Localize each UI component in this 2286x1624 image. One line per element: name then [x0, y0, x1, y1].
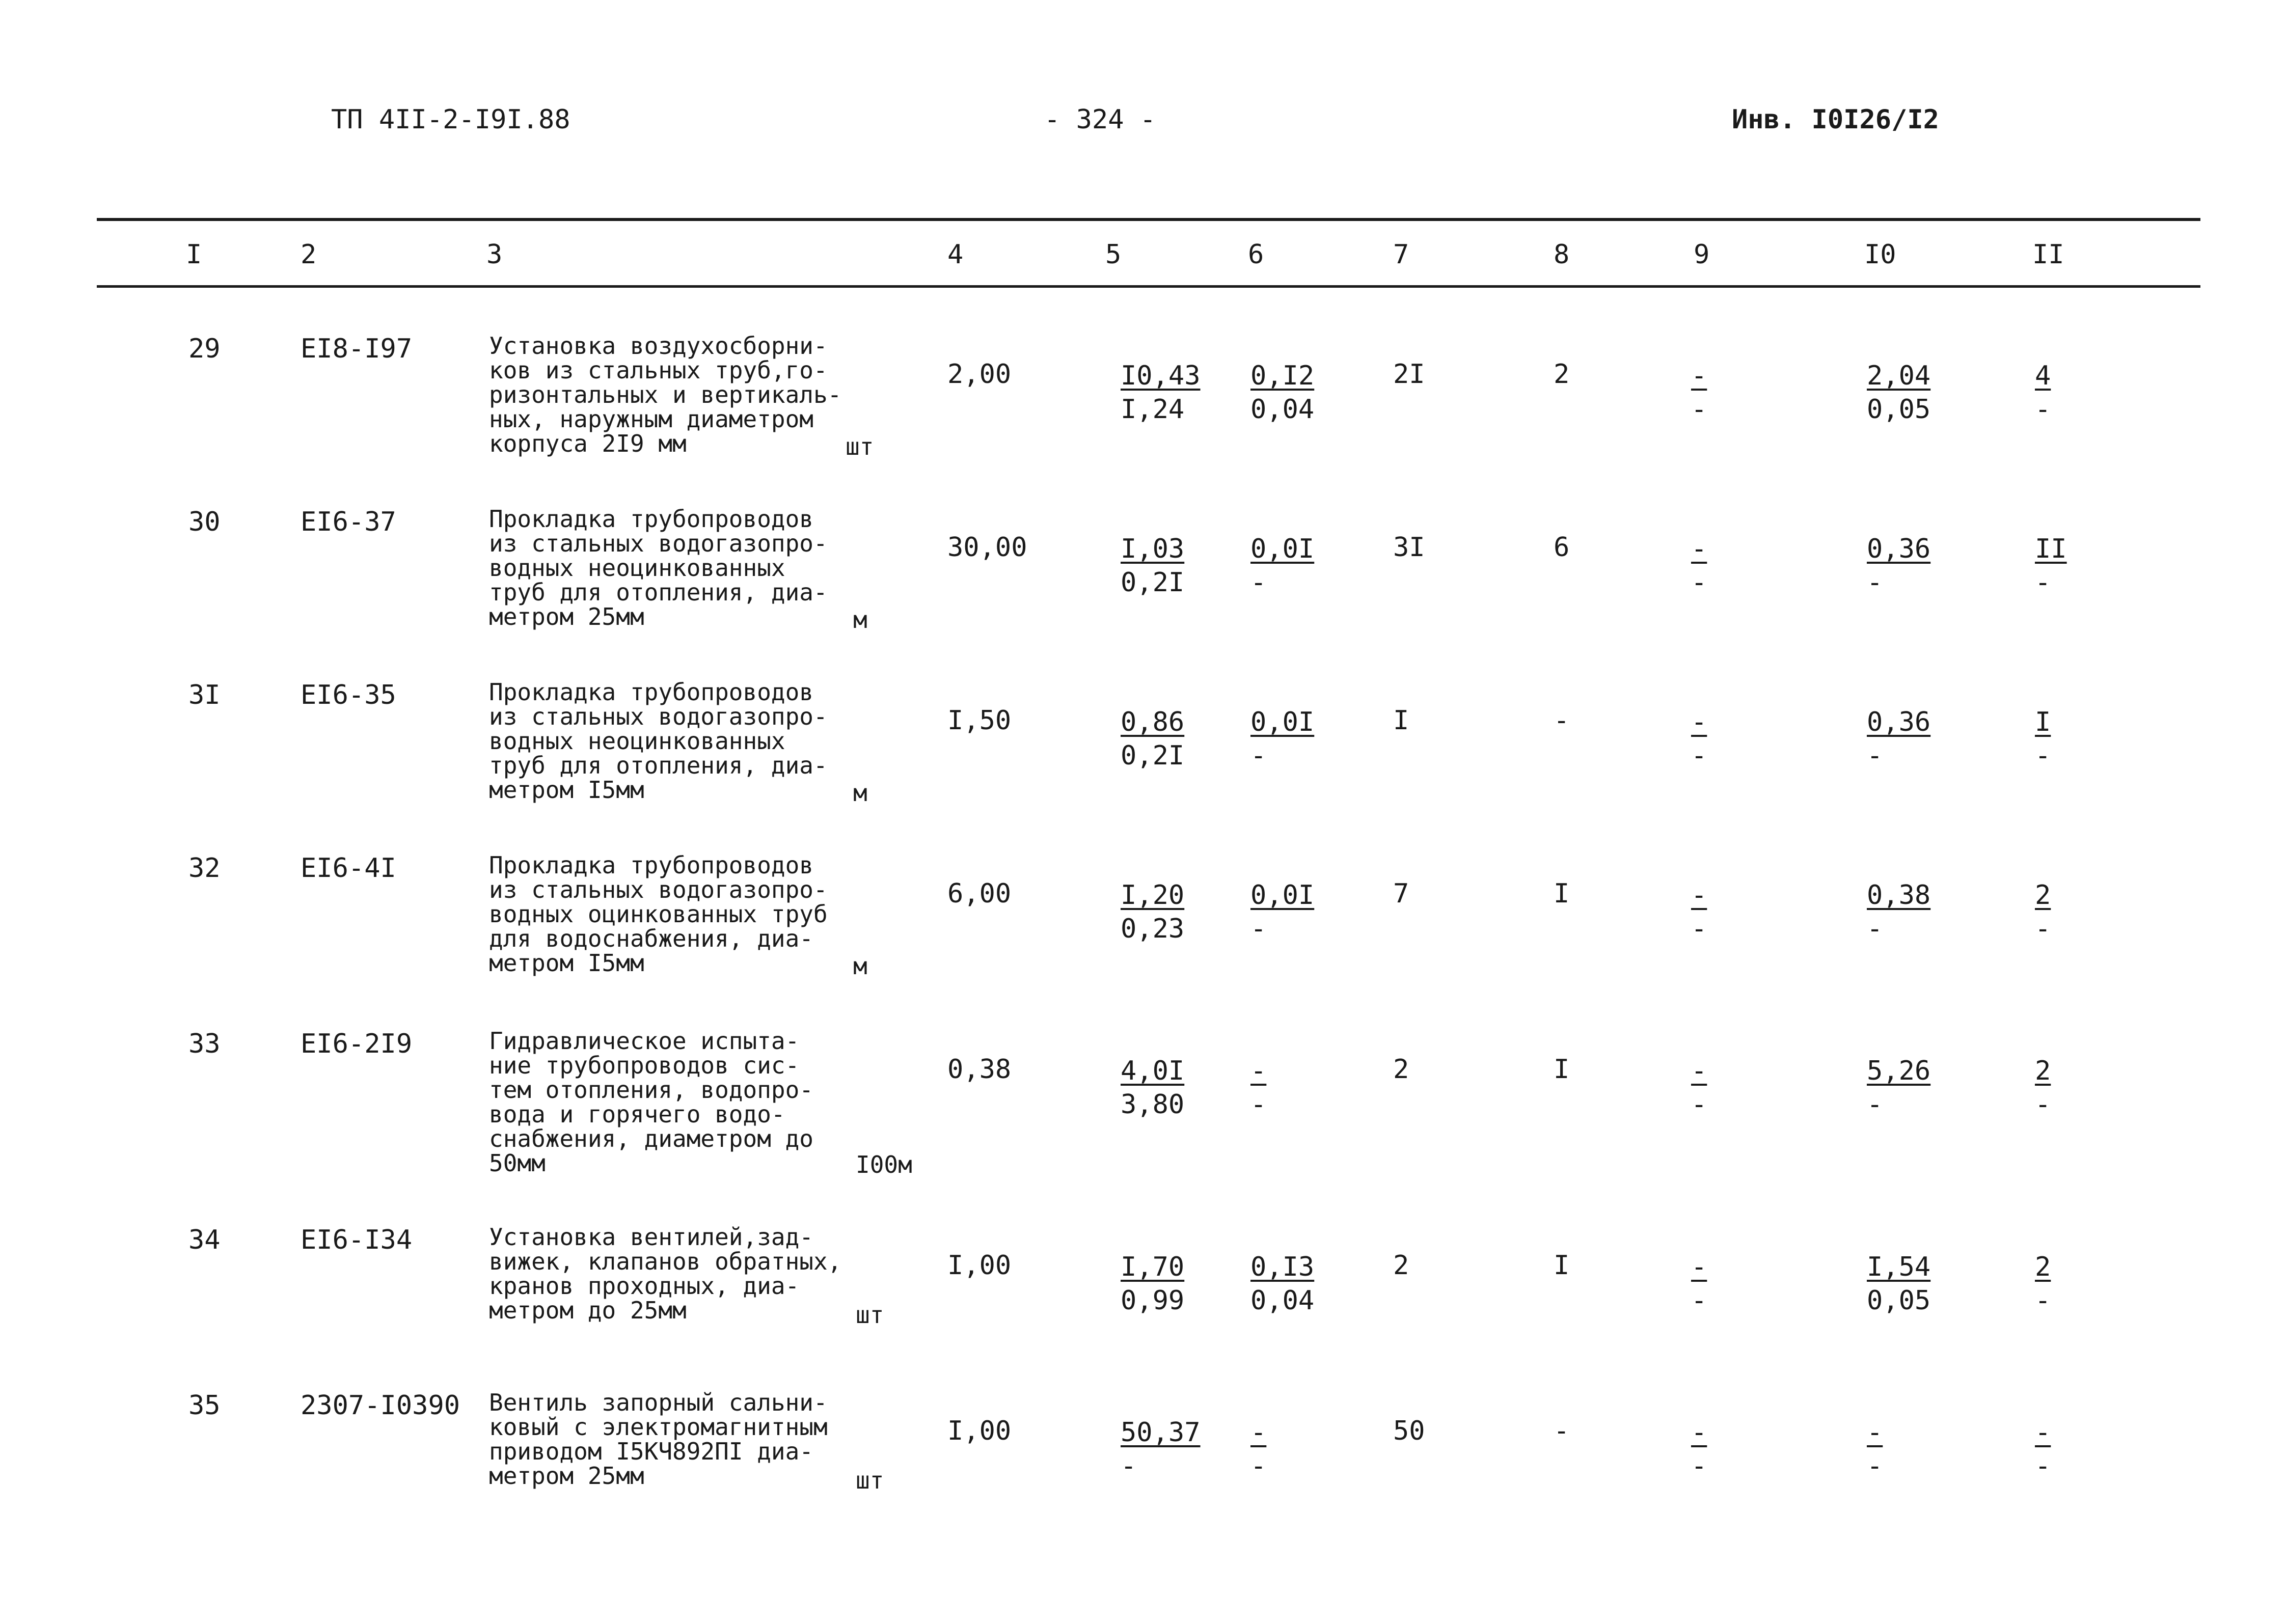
col11-value — [2035, 359, 2055, 426]
col10-top: - — [1867, 1417, 1883, 1448]
col11-top: II — [2035, 534, 2067, 564]
col9-bottom: - — [1691, 1285, 1707, 1316]
table-header-rule — [97, 285, 2200, 288]
col6-top: 0,0I — [1250, 880, 1315, 911]
document-code: ТП 4II-2-I9I.88 — [331, 104, 570, 135]
col6-top: 0,I3 — [1250, 1252, 1315, 1282]
table-row — [0, 853, 2286, 1036]
row-unit: шт — [856, 1467, 884, 1494]
col5-bottom: - — [1121, 1451, 1137, 1481]
row-code: EI8-I97 — [301, 334, 413, 364]
col9-value — [1691, 878, 1711, 946]
col7-value: 2 — [1393, 1250, 1409, 1281]
row-quantity: 0,38 — [947, 1054, 1012, 1085]
col10-top: 0,36 — [1867, 707, 1931, 737]
col10-bottom: - — [1867, 1089, 1883, 1120]
col10-value — [1867, 359, 1930, 426]
col5-top: 50,37 — [1121, 1417, 1201, 1448]
row-number: 32 — [188, 853, 221, 884]
col6-bottom: - — [1250, 914, 1267, 944]
row-unit: м — [853, 606, 867, 634]
col5-top: 4,0I — [1121, 1056, 1185, 1086]
col10-value — [1867, 1054, 1930, 1121]
col7-value: 2I — [1393, 359, 1425, 390]
row-quantity: I,50 — [947, 705, 1012, 736]
col11-bottom: - — [2035, 740, 2051, 771]
col7-value: 3I — [1393, 532, 1425, 563]
column-header: 7 — [1393, 239, 1409, 270]
col6-value — [1250, 878, 1314, 946]
row-description: Гидравлическое испыта- ние трубопроводов сис- тем отопления, водопро- вода и горячего водо- снабжения, диаметром до 50мм — [489, 1027, 813, 1177]
row-description: Прокладка трубопроводов из стальных водогазопро- водных оцинкованных труб для водоснабжения, диа- метром I5мм — [489, 851, 828, 977]
col9-bottom: - — [1691, 1089, 1707, 1120]
col5-top: I,70 — [1121, 1252, 1185, 1282]
col9-bottom: - — [1691, 394, 1707, 425]
row-unit: шт — [846, 433, 874, 460]
row-code: EI6-2I9 — [301, 1029, 413, 1059]
row-number: 30 — [188, 507, 221, 537]
col9-bottom: - — [1691, 567, 1707, 598]
col7-value: 7 — [1393, 878, 1409, 909]
col10-value — [1867, 705, 1930, 773]
col10-top: 2,04 — [1867, 361, 1931, 391]
column-header: 4 — [947, 239, 964, 270]
col9-top: - — [1691, 361, 1707, 391]
col10-top: 5,26 — [1867, 1056, 1931, 1086]
col11-value — [2035, 1250, 2055, 1317]
col5-bottom: 3,80 — [1121, 1089, 1185, 1120]
row-description: Прокладка трубопроводов из стальных водогазопро- водных неоцинкованных труб для отопления, диа- метром 25мм — [489, 505, 828, 630]
col11-bottom: - — [2035, 394, 2051, 425]
col8-value: - — [1554, 1416, 1570, 1446]
col9-value — [1691, 1054, 1711, 1121]
col8-value: I — [1554, 1054, 1570, 1085]
row-quantity: 30,00 — [947, 532, 1027, 563]
col11-value — [2035, 532, 2067, 599]
col11-bottom: - — [2035, 914, 2051, 944]
col6-bottom: 0,04 — [1250, 394, 1315, 425]
row-code: 2307-I0390 — [301, 1390, 460, 1421]
col5-bottom: 0,23 — [1121, 914, 1185, 944]
row-quantity: 6,00 — [947, 878, 1012, 909]
col5-value — [1121, 532, 1184, 599]
row-number: 33 — [188, 1029, 221, 1059]
col10-top: 0,36 — [1867, 534, 1931, 564]
col5-top: I,03 — [1121, 534, 1185, 564]
row-unit: м — [853, 952, 867, 980]
col6-top: 0,I2 — [1250, 361, 1315, 391]
column-header: I0 — [1864, 239, 1896, 270]
row-number: 3I — [188, 680, 221, 710]
col10-bottom: 0,05 — [1867, 394, 1931, 425]
col5-top: I0,43 — [1121, 361, 1201, 391]
column-header: 2 — [301, 239, 317, 270]
col6-bottom: - — [1250, 567, 1267, 598]
table-row — [0, 334, 2286, 517]
row-description: Установка вентилей,зад- вижек, клапанов обратных, кранов проходных, диа- метром до 25мм — [489, 1223, 842, 1324]
col8-value: 6 — [1554, 532, 1570, 563]
col5-value — [1121, 878, 1184, 946]
column-header: 9 — [1694, 239, 1710, 270]
col10-top: I,54 — [1867, 1252, 1931, 1282]
row-quantity: I,00 — [947, 1416, 1012, 1446]
row-unit: м — [853, 779, 867, 807]
col9-bottom: - — [1691, 914, 1707, 944]
col5-value — [1121, 359, 1201, 426]
col6-value — [1250, 1416, 1271, 1483]
col11-value — [2035, 1054, 2055, 1121]
col11-bottom: - — [2035, 567, 2051, 598]
col7-value: I — [1393, 705, 1409, 736]
col9-value — [1691, 532, 1711, 599]
col10-value — [1867, 1416, 1887, 1483]
col10-bottom: - — [1867, 914, 1883, 944]
column-header: I — [186, 239, 202, 270]
col5-bottom: 0,2I — [1121, 740, 1185, 771]
col6-value — [1250, 705, 1314, 773]
row-description: Установка воздухосборни- ков из стальных труб,го- ризонтальных и вертикаль- ных, наружным диаметром корпуса 2I9 мм — [489, 332, 842, 457]
col5-top: I,20 — [1121, 880, 1185, 911]
row-quantity: I,00 — [947, 1250, 1012, 1281]
col8-value: - — [1554, 705, 1570, 736]
column-header: 3 — [486, 239, 503, 270]
col9-top: - — [1691, 1417, 1707, 1448]
table-top-rule — [97, 218, 2200, 221]
row-description: Прокладка трубопроводов из стальных водогазопро- водных неоцинкованных труб для отопления, диа- метром I5мм — [489, 678, 828, 804]
col9-top: - — [1691, 880, 1707, 911]
row-code: EI6-4I — [301, 853, 396, 884]
col5-bottom: I,24 — [1121, 394, 1185, 425]
row-code: EI6-I34 — [301, 1225, 413, 1255]
col10-bottom: - — [1867, 1451, 1883, 1481]
col9-value — [1691, 705, 1711, 773]
row-code: EI6-37 — [301, 507, 396, 537]
col11-top: 2 — [2035, 1252, 2051, 1282]
col8-value: I — [1554, 878, 1570, 909]
table-row — [0, 1225, 2286, 1408]
col7-value: 50 — [1393, 1416, 1425, 1446]
col11-bottom: - — [2035, 1089, 2051, 1120]
col10-value — [1867, 1250, 1930, 1317]
column-header: II — [2032, 239, 2064, 270]
col8-value: I — [1554, 1250, 1570, 1281]
col8-value: 2 — [1554, 359, 1570, 390]
col9-value — [1691, 1250, 1711, 1317]
col10-bottom: - — [1867, 740, 1883, 771]
col6-bottom: - — [1250, 1089, 1267, 1120]
col9-top: - — [1691, 1252, 1707, 1282]
col9-bottom: - — [1691, 1451, 1707, 1481]
col7-value: 2 — [1393, 1054, 1409, 1085]
row-number: 29 — [188, 334, 221, 364]
table-row — [0, 1029, 2286, 1212]
table-row — [0, 1390, 2286, 1574]
column-header: 6 — [1248, 239, 1264, 270]
col6-value — [1250, 1250, 1314, 1317]
col11-top: 4 — [2035, 361, 2051, 391]
col11-value — [2035, 1416, 2055, 1483]
row-unit: I00м — [856, 1151, 912, 1178]
col9-top: - — [1691, 534, 1707, 564]
col5-top: 0,86 — [1121, 707, 1185, 737]
col5-value — [1121, 1054, 1184, 1121]
col6-bottom: - — [1250, 1451, 1267, 1481]
col6-bottom: - — [1250, 740, 1267, 771]
column-header: 8 — [1554, 239, 1570, 270]
col5-value — [1121, 1250, 1184, 1317]
col11-top: 2 — [2035, 880, 2051, 911]
table-row — [0, 507, 2286, 690]
col6-value — [1250, 359, 1314, 426]
col11-top: I — [2035, 707, 2051, 737]
row-number: 34 — [188, 1225, 221, 1255]
row-unit: шт — [856, 1301, 884, 1329]
col6-top: - — [1250, 1417, 1267, 1448]
column-header: 5 — [1105, 239, 1122, 270]
col10-top: 0,38 — [1867, 880, 1931, 911]
col11-bottom: - — [2035, 1285, 2051, 1316]
col6-top: 0,0I — [1250, 534, 1315, 564]
col6-top: 0,0I — [1250, 707, 1315, 737]
col11-value — [2035, 705, 2055, 773]
col10-value — [1867, 878, 1930, 946]
col11-top: - — [2035, 1417, 2051, 1448]
col9-top: - — [1691, 1056, 1707, 1086]
col6-bottom: 0,04 — [1250, 1285, 1315, 1316]
col9-bottom: - — [1691, 740, 1707, 771]
col10-value — [1867, 532, 1930, 599]
row-number: 35 — [188, 1390, 221, 1421]
col5-bottom: 0,99 — [1121, 1285, 1185, 1316]
col11-value — [2035, 878, 2055, 946]
col10-bottom: 0,05 — [1867, 1285, 1931, 1316]
col9-value — [1691, 359, 1711, 426]
inventory-number: Инв. I0I26/I2 — [1732, 104, 1939, 135]
col6-value — [1250, 1054, 1271, 1121]
page-number: - 324 - — [1044, 104, 1156, 135]
row-quantity: 2,00 — [947, 359, 1012, 390]
col6-top: - — [1250, 1056, 1267, 1086]
table-row — [0, 680, 2286, 863]
row-code: EI6-35 — [301, 680, 396, 710]
col10-bottom: - — [1867, 567, 1883, 598]
col11-top: 2 — [2035, 1056, 2051, 1086]
col9-value — [1691, 1416, 1711, 1483]
col11-bottom: - — [2035, 1451, 2051, 1481]
col6-value — [1250, 532, 1314, 599]
col5-bottom: 0,2I — [1121, 567, 1185, 598]
col5-value — [1121, 705, 1184, 773]
col5-value — [1121, 1416, 1201, 1483]
col9-top: - — [1691, 707, 1707, 737]
row-description: Вентиль запорный сальни- ковый с электромагнитным приводом I5КЧ892ПI диа- метром 25мм — [489, 1389, 828, 1490]
